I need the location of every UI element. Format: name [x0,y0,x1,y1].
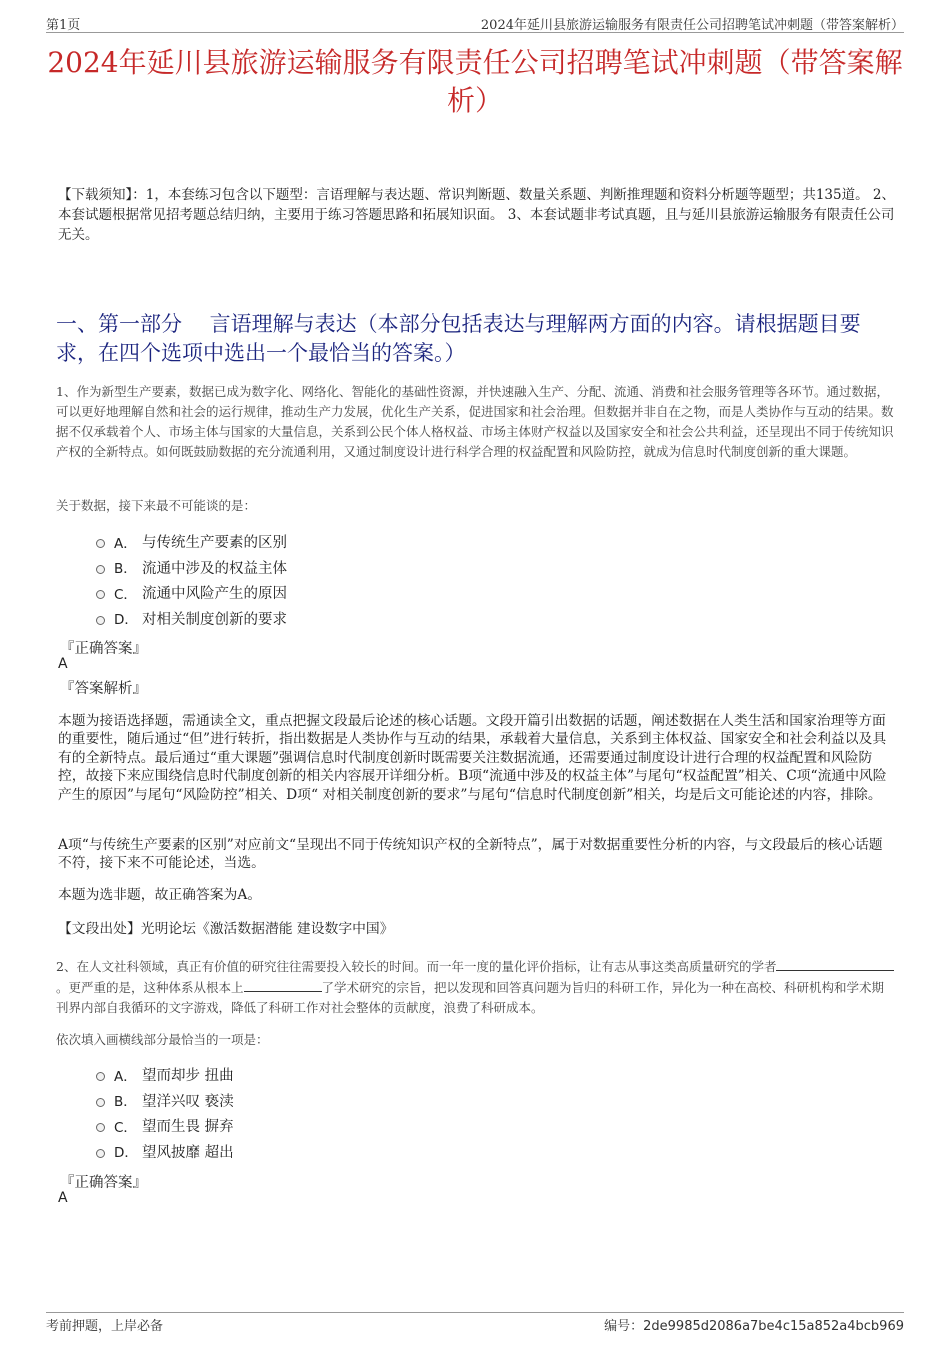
document-title: 2024年延川县旅游运输服务有限责任公司招聘笔试冲刺题（带答案解析） [47,46,903,117]
download-notice: 【下载须知】：1，本套练习包含以下题型：言语理解与表达题、常识判断题、数量关系题、判断推理题和资料分析题等题型；共135道。 2、本套试题根据常见招考题总结归纳，主要用于练习答题思路和拓展知识面。 3、本套试题非考试真题，且与延川县旅游运输服务有限责任公司无关。 [58,187,895,243]
fill-blank-1[interactable] [776,956,894,971]
question-1-analysis-p2: A项“与传统生产要素的区别”对应前文“呈现出不同于传统知识产权的全新特点”，属于对数据重要性分析的内容，与文段最后的核心话题不符，接下来不可能论述，当选。 [58,837,883,872]
question-1-text: 1、作为新型生产要素，数据已成为数字化、网络化、智能化的基础性资源，并快速融入生产、分配、流通、消费和社会服务管理等各环节。通过数据，可以更好地理解自然和社会的运行规律，推动生产力发展，优化生产关系，促进国家和社会治理。但数据并非自在之物，而是人类协作与互动的结果。数据不仅承载着个人、市场主体与国家的大量信息，关系到公民个体人格权益、市场主体财产权益以及国家安全和社会公共利益，还呈现出不同于传统知识产权的全新特点。如何既鼓励数据的充分流通利用，又通过制度设计进行科学合理的权益配置和风险防控，就成为信息时代制度创新的重大课题。 [56,384,894,459]
radio-icon[interactable] [96,590,105,599]
page-number: 第1页 [46,18,81,33]
question-1-analysis-p3: 本题为选非题，故正确答案为A。 [58,887,262,903]
radio-icon[interactable] [96,1149,105,1158]
question-2-option-d[interactable]: D． 望风披靡 超出 [96,1139,234,1165]
question-1-option-b[interactable]: B． 流通中涉及的权益主体 [96,555,287,581]
radio-icon[interactable] [96,539,105,548]
question-1-source: 【文段出处】光明论坛《激活数据潜能 建设数字中国》 [58,921,394,937]
question-2-answer: A [58,1190,68,1206]
radio-icon[interactable] [96,565,105,574]
question-2-option-a[interactable]: A． 望而却步 扭曲 [96,1062,234,1088]
footer-slogan: 考前押题，上岸必备 [46,1319,164,1334]
document-code: 编号：2de9985d2086a7be4c15a852a4bcb969 [604,1319,904,1334]
question-1-answer: A [58,656,68,672]
question-1-options [96,529,287,631]
header-doc-title: 2024年延川县旅游运输服务有限责任公司招聘笔试冲刺题（带答案解析） [480,18,904,33]
question-1-option-d[interactable]: D． 对相关制度创新的要求 [96,606,287,632]
radio-icon[interactable] [96,1072,105,1081]
question-2-option-c[interactable]: C． 望而生畏 摒弃 [96,1113,234,1139]
question-1-analysis-label: 『答案解析』 [60,681,147,697]
question-2-text: 2、在人文社科领域，真正有价值的研究往往需要投入较长的时间。而一年一度的量化评价指标，让有志从事这类高质量研究的学者。更严重的是，这种体系从根本上 了学术研究的宗旨，把以发现和回答真问题为旨归的科研工作，异化为一种在高校、科研机构和学术期刊界内部自我循环的文字游戏，降低了科研工作对社会整体的贡献度，浪费了科研成本。 [56,956,896,1018]
question-2-prompt: 依次填入画横线部分最恰当的一项是： [56,1032,269,1047]
question-2-options [96,1062,234,1164]
radio-icon[interactable] [96,616,105,625]
fill-blank-2[interactable] [244,977,322,992]
page-footer [46,1312,904,1335]
radio-icon[interactable] [96,1098,105,1107]
question-1-prompt: 关于数据，接下来最不可能谈的是： [56,498,257,513]
question-2-answer-label: 『正确答案』 [60,1175,147,1191]
question-2-option-b[interactable]: B． 望洋兴叹 亵渎 [96,1088,234,1114]
question-1-analysis-p1: 本题为接语选择题，需通读全文，重点把握文段最后论述的核心话题。文段开篇引出数据的话题，阐述数据在人类生活和国家治理等方面的重要性，随后通过“但”进行转折，指出数据是人类协作与互动的结果，承载着大量信息，关系到主体权益、国家安全和社会利益以及具有的全新特点。最后通过“重大课题”强调信息时代制度创新时既需要关注数据流通，还需要通过制度设计进行合理的权益配置和风险防控，故接下来应围绕信息时代制度创新的相关内容展开详细分析。B项“流通中涉及的权益主体”与尾句“权益配置”相关、C项“流通中风险产生的原因”与尾句“风险防控”相关、D项“ 对相关制度创新的要求”与尾句“信息时代制度创新”相关，均是后文可能论述的内容，排除。 [58,713,887,803]
question-1-option-c[interactable]: C． 流通中风险产生的原因 [96,580,287,606]
question-1-answer-label: 『正确答案』 [60,641,147,657]
section-title: 一、第一部分 言语理解与表达（本部分包括表达与理解两方面的内容。请根据题目要求，在四个选项中选出一个最恰当的答案。） [56,312,861,365]
question-1-option-a[interactable]: A． 与传统生产要素的区别 [96,529,287,555]
page-header [46,12,904,33]
radio-icon[interactable] [96,1123,105,1132]
